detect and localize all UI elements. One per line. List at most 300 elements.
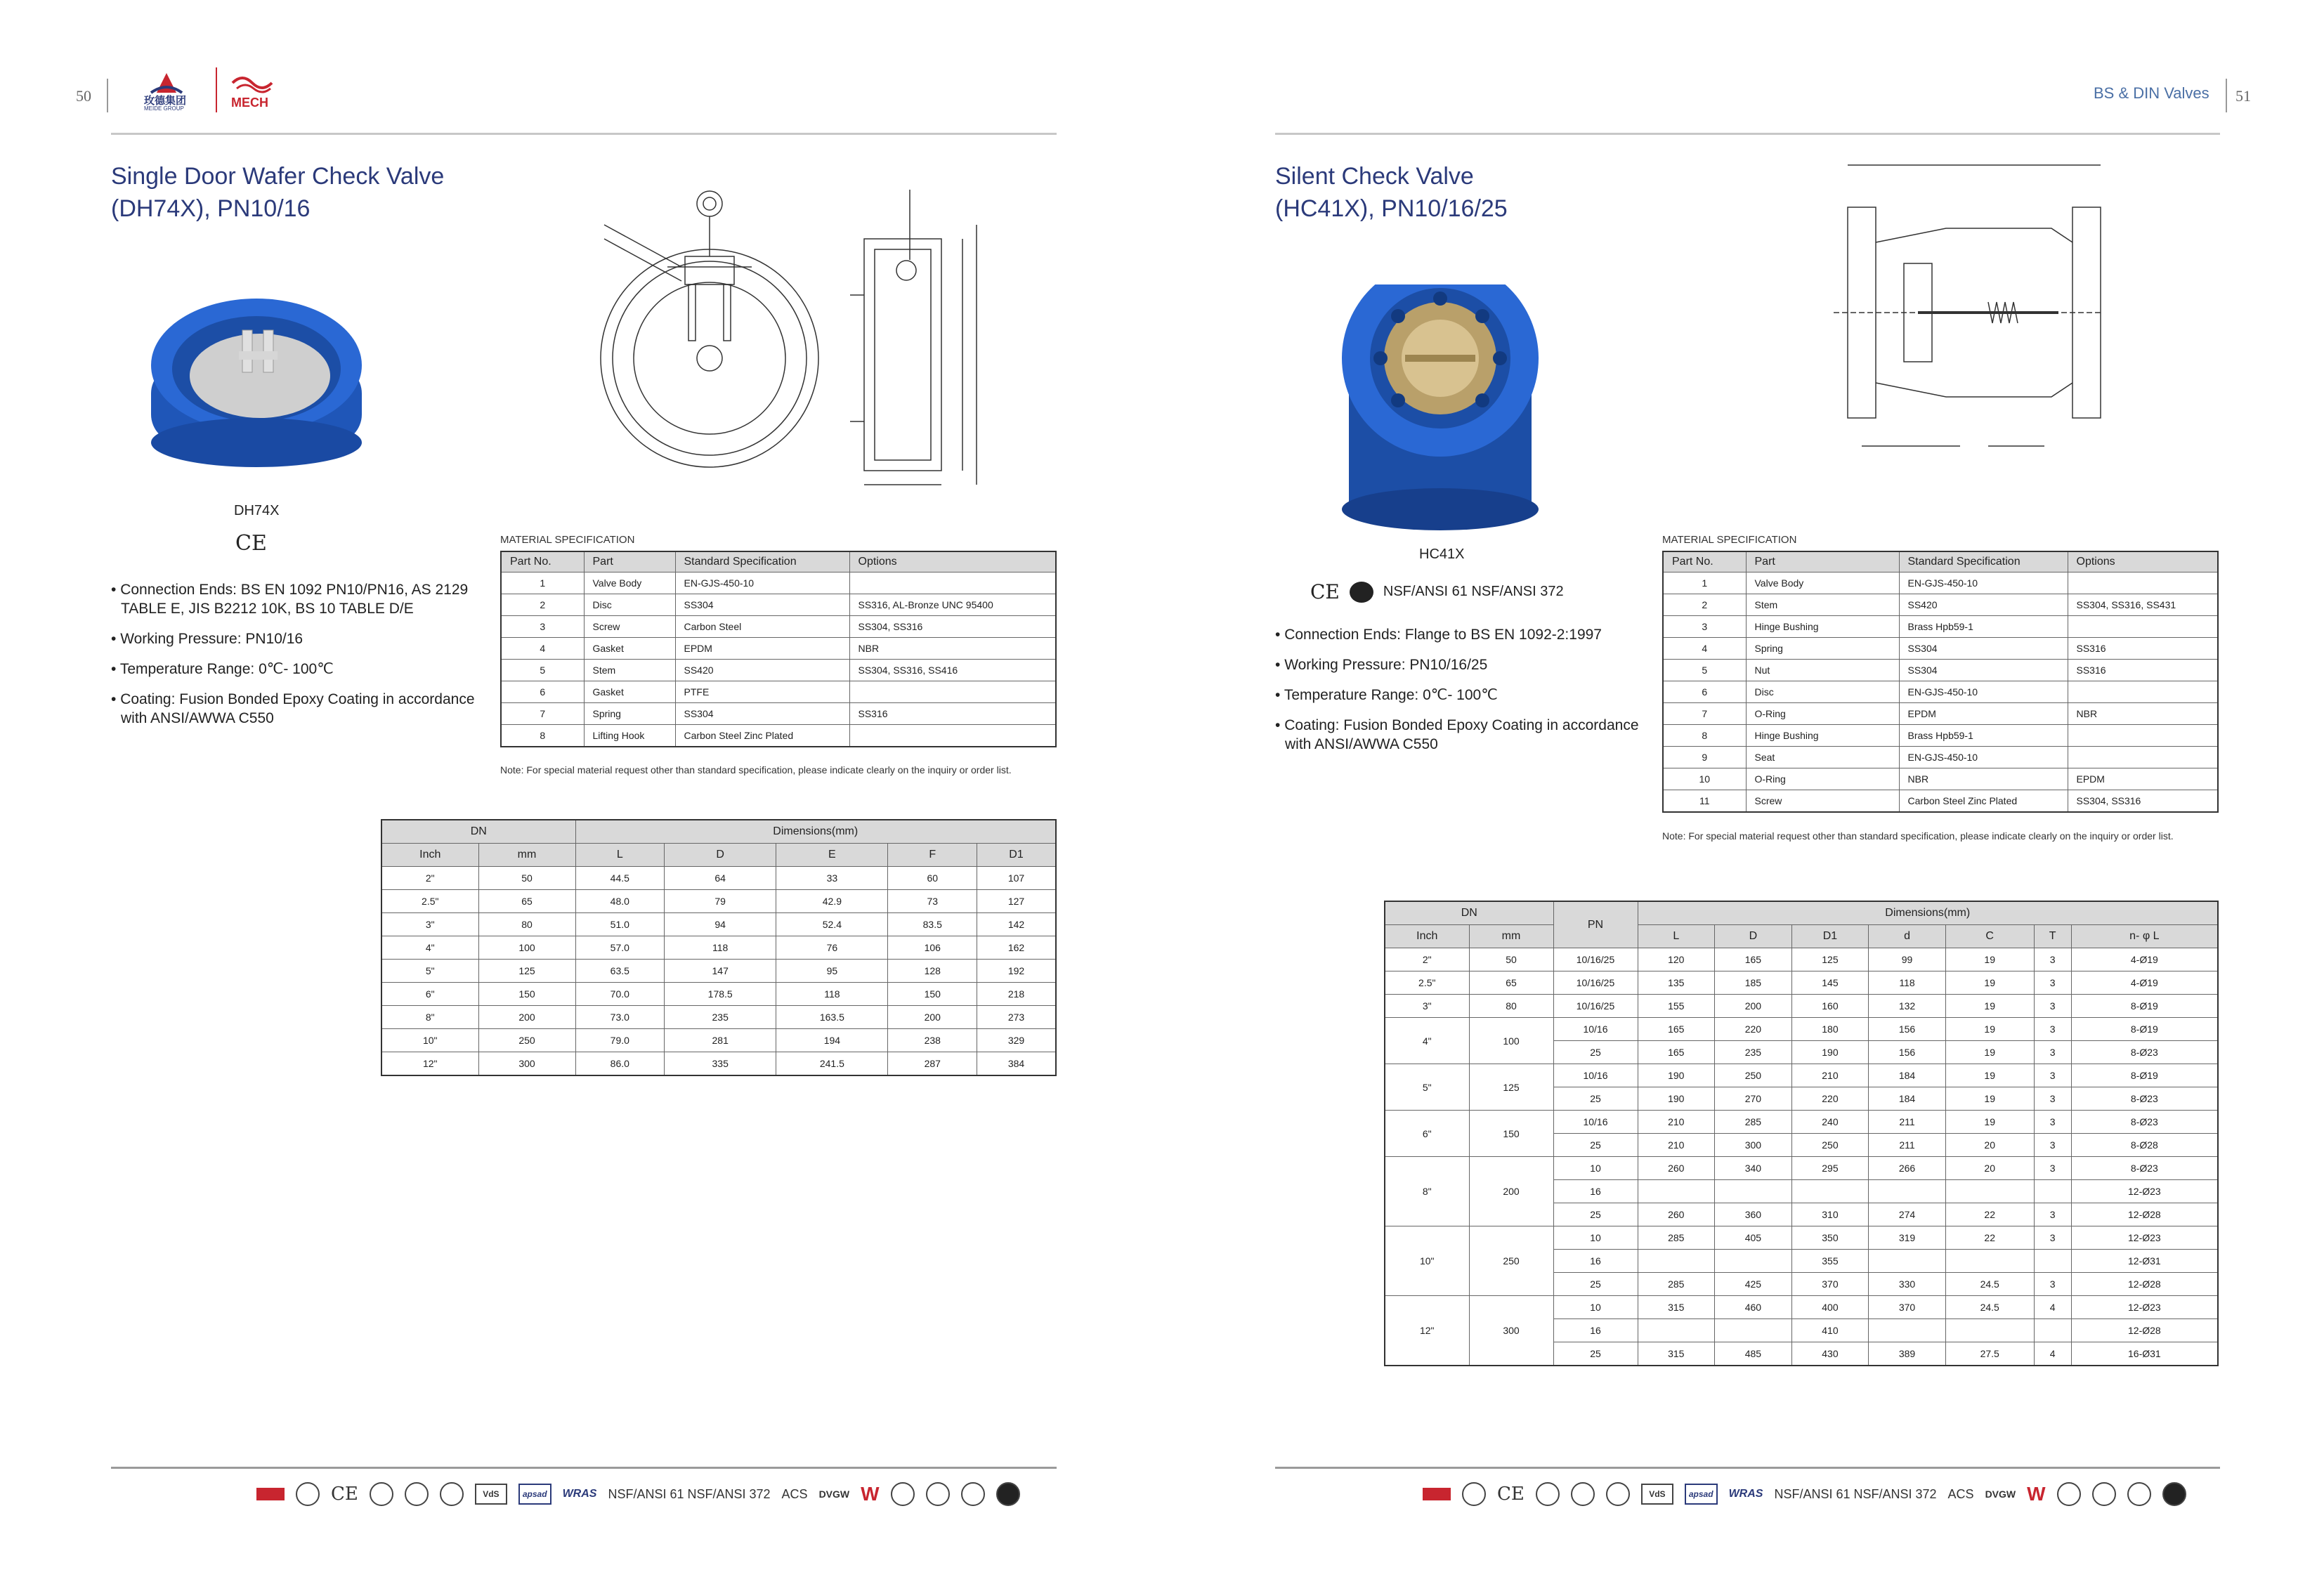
cell: 184 (1869, 1087, 1946, 1111)
cell: 52.4 (776, 913, 888, 936)
col-t: T (2034, 925, 2071, 948)
cell (1638, 1180, 1715, 1203)
table-row (1663, 768, 2218, 790)
cell: 12-Ø23 (2071, 1296, 2218, 1319)
cell (1869, 1250, 1946, 1273)
cell: 42.9 (776, 890, 888, 913)
right-page-number: 51 (2235, 87, 2251, 105)
table-row (381, 1052, 1056, 1076)
cell: 200 (478, 1006, 575, 1029)
table-row (381, 867, 1056, 890)
page-number-divider-right (2226, 79, 2227, 112)
page-number-divider (107, 79, 108, 112)
cell: 330 (1869, 1273, 1946, 1296)
cell (1945, 1180, 2034, 1203)
cell: 3 (2034, 971, 2071, 995)
cell: 19 (1945, 1041, 2034, 1064)
col-inch: Inch (381, 844, 478, 867)
cell: 60 (888, 867, 977, 890)
cell: 100 (1469, 1018, 1553, 1064)
cell: 11 (1663, 790, 1746, 813)
cell: EPDM (2068, 768, 2218, 790)
cell: 156 (1869, 1018, 1946, 1041)
cell: NBR (849, 638, 1056, 660)
cell: 10 (1553, 1157, 1638, 1180)
cell: 5 (1663, 660, 1746, 681)
cell: 16-Ø31 (2071, 1342, 2218, 1366)
cell: 3 (501, 616, 584, 638)
table-row (1663, 747, 2218, 768)
table-row (1385, 1111, 2218, 1134)
col-l: L (1638, 925, 1715, 948)
right-material-caption: MATERIAL SPECIFICATION (1662, 534, 1797, 546)
cell: 192 (977, 960, 1056, 983)
cell (2034, 1250, 2071, 1273)
cell (849, 725, 1056, 747)
cell: SS420 (675, 660, 849, 681)
cell (1945, 1250, 2034, 1273)
right-cert-row (1310, 580, 1564, 603)
left-material-table (500, 551, 1057, 747)
right-ce-mark: CE (1310, 580, 1340, 603)
cell: 107 (977, 867, 1056, 890)
cell: 295 (1791, 1157, 1869, 1180)
cell: 160 (1791, 995, 1869, 1018)
feature-connection-ends: • Connection Ends: Flange to BS EN 1092-2:1997 (1275, 625, 1640, 644)
cell: EN-GJS-450-10 (1899, 572, 2068, 594)
cell: 19 (1945, 1111, 2034, 1134)
cell: 3 (2034, 1087, 2071, 1111)
cell: 384 (977, 1052, 1056, 1076)
table-row (1385, 1296, 2218, 1319)
cell: 79.0 (575, 1029, 665, 1052)
cell: 16 (1553, 1250, 1638, 1273)
cell: O-Ring (1746, 768, 1899, 790)
cell: 4 (1663, 638, 1746, 660)
cell: 19 (1945, 1018, 2034, 1041)
right-certification-strip (1423, 1482, 2186, 1506)
cell: 12-Ø28 (2071, 1273, 2218, 1296)
cell: Stem (1746, 594, 1899, 616)
cell: 210 (1638, 1134, 1715, 1157)
cell: 73 (888, 890, 977, 913)
table-row (1385, 1157, 2218, 1180)
cell: 285 (1638, 1226, 1715, 1250)
cell: Spring (584, 703, 675, 725)
cell: 4" (381, 936, 478, 960)
cell (1869, 1319, 1946, 1342)
left-page-number: 50 (76, 87, 91, 105)
cell: Valve Body (584, 572, 675, 594)
cell: 2.5" (381, 890, 478, 913)
cell: 329 (977, 1029, 1056, 1052)
table-row (501, 616, 1056, 638)
cell: 135 (1638, 971, 1715, 995)
cell: 218 (977, 983, 1056, 1006)
kc-icon (2092, 1482, 2116, 1506)
cell: 180 (1791, 1018, 1869, 1041)
cell (1715, 1319, 1792, 1342)
col-d1: D1 (977, 844, 1056, 867)
table-row (381, 936, 1056, 960)
acs-text: ACS (1947, 1486, 1974, 1501)
cell: 273 (977, 1006, 1056, 1029)
cell: 80 (1469, 995, 1553, 1018)
table-row (1385, 1018, 2218, 1041)
cell: SS304, SS316 (2068, 790, 2218, 813)
cell: 6" (381, 983, 478, 1006)
cell (1638, 1250, 1715, 1273)
table-row (381, 960, 1056, 983)
wras-logo: WRAS (1728, 1488, 1763, 1500)
cell: 3 (2034, 1203, 2071, 1226)
pct-icon (996, 1482, 1020, 1506)
table-row (501, 594, 1056, 616)
cell: 190 (1791, 1041, 1869, 1064)
cell: 6" (1385, 1111, 1469, 1157)
cell: 25 (1553, 1203, 1638, 1226)
cell: 12-Ø28 (2071, 1203, 2218, 1226)
cell: 155 (1638, 995, 1715, 1018)
cell: Gasket (584, 638, 675, 660)
cell: 165 (1715, 948, 1792, 971)
pn-header: PN (1553, 901, 1638, 948)
cell: 44.5 (575, 867, 665, 890)
table-row (1663, 594, 2218, 616)
cell: 16 (1553, 1319, 1638, 1342)
cell: 12" (381, 1052, 478, 1076)
cell: 315 (1638, 1342, 1715, 1366)
w-mark-logo: W (2027, 1483, 2046, 1505)
cell: 300 (1469, 1296, 1553, 1366)
cell: 150 (478, 983, 575, 1006)
cell: 430 (1791, 1342, 1869, 1366)
red-tag-icon (1423, 1488, 1451, 1500)
right-material-table (1662, 551, 2219, 813)
dimensions-group-header: Dimensions(mm) (1638, 901, 2218, 925)
cell: 12-Ø28 (2071, 1319, 2218, 1342)
cell: 8 (501, 725, 584, 747)
cell: 235 (1715, 1041, 1792, 1064)
cell: SS316 (2068, 660, 2218, 681)
meide-logo (144, 67, 285, 112)
logo-company-cn: 玫德集团 (144, 95, 187, 107)
cell: 163.5 (776, 1006, 888, 1029)
table-row (501, 681, 1056, 703)
kc-icon (926, 1482, 950, 1506)
cell: 25 (1553, 1273, 1638, 1296)
table-row (1663, 790, 2218, 813)
w-mark-logo: W (861, 1483, 880, 1505)
col-n-phi-l: n- φ L (2071, 925, 2218, 948)
cell: NBR (1899, 768, 2068, 790)
cell: 8-Ø23 (2071, 1111, 2218, 1134)
cell: 6 (501, 681, 584, 703)
table-row (381, 890, 1056, 913)
cell (2068, 747, 2218, 768)
cell: Brass Hpb59-1 (1899, 725, 2068, 747)
cell (2034, 1319, 2071, 1342)
cell: 24.5 (1945, 1296, 2034, 1319)
ul-listed-icon (1571, 1482, 1595, 1506)
cell: O-Ring (1746, 703, 1899, 725)
cell: 8" (381, 1006, 478, 1029)
cell: 8-Ø23 (2071, 1157, 2218, 1180)
cell: 2" (381, 867, 478, 890)
cell: 118 (776, 983, 888, 1006)
cell: 79 (665, 890, 776, 913)
right-note: Note: For special material request other than standard specification, please indicate clearly on the inquiry or order list. (1662, 830, 2174, 842)
acs-text: ACS (781, 1486, 808, 1501)
hc41x-product-image (1328, 284, 1553, 530)
right-title-line1: Silent Check Valve (1275, 163, 1474, 190)
cell: Carbon Steel Zinc Plated (675, 725, 849, 747)
cell: Carbon Steel Zinc Plated (1899, 790, 2068, 813)
cell: 25 (1553, 1041, 1638, 1064)
left-note: Note: For special material request other than standard specification, please indicate clearly on the inquiry or order list. (500, 764, 1012, 776)
table-row (381, 913, 1056, 936)
cell: 70.0 (575, 983, 665, 1006)
apsad-logo: apsad (518, 1484, 551, 1505)
cell (849, 681, 1056, 703)
cell: 22 (1945, 1203, 2034, 1226)
col-l: L (575, 844, 665, 867)
right-bottom-rule (1275, 1467, 2220, 1469)
cell: 400 (1791, 1296, 1869, 1319)
hc41x-label: HC41X (1419, 547, 1465, 562)
cell: 20 (1945, 1134, 2034, 1157)
cell: Disc (1746, 681, 1899, 703)
col-part: Part (584, 551, 675, 572)
cell: 12" (1385, 1296, 1469, 1366)
cell: 260 (1638, 1203, 1715, 1226)
right-title-line2: (HC41X), PN10/16/25 (1275, 195, 1508, 222)
cell: 335 (665, 1052, 776, 1076)
logo-company-en: MEIDE GROUP (144, 105, 184, 112)
cell: 1 (501, 572, 584, 594)
cell: 10/16/25 (1553, 971, 1638, 995)
cell: 250 (478, 1029, 575, 1052)
right-dims-body (1385, 948, 2218, 1366)
cell: SS304 (675, 594, 849, 616)
cell: 8-Ø23 (2071, 1087, 2218, 1111)
cell: 8-Ø23 (2071, 1041, 2218, 1064)
fm-approved-icon (1606, 1482, 1630, 1506)
s-cert-icon (370, 1482, 393, 1506)
cell: SS316 (2068, 638, 2218, 660)
col-small-d: d (1869, 925, 1946, 948)
cell: 281 (665, 1029, 776, 1052)
cell: Carbon Steel (675, 616, 849, 638)
cell: SS304, SS316 (849, 616, 1056, 638)
cell: 250 (1715, 1064, 1792, 1087)
cell: Disc (584, 594, 675, 616)
s-cert-icon (1536, 1482, 1560, 1506)
cell: 260 (1638, 1157, 1715, 1180)
cell (2034, 1180, 2071, 1203)
cell: 210 (1791, 1064, 1869, 1087)
cell: 16 (1553, 1180, 1638, 1203)
cell: 10" (1385, 1226, 1469, 1296)
cell: Spring (1746, 638, 1899, 660)
circle-cert-icon (1462, 1482, 1486, 1506)
cell: 220 (1715, 1018, 1792, 1041)
cell: SS304, SS316, SS416 (849, 660, 1056, 681)
cell: 4 (2034, 1342, 2071, 1366)
table-row (381, 983, 1056, 1006)
cell: 3 (2034, 1018, 2071, 1041)
cell: 10/16 (1553, 1111, 1638, 1134)
cell: 370 (1791, 1273, 1869, 1296)
cell: 162 (977, 936, 1056, 960)
cell: 184 (1869, 1064, 1946, 1087)
cell: 211 (1869, 1111, 1946, 1134)
table-row (1663, 681, 2218, 703)
cell: 235 (665, 1006, 776, 1029)
cell: 50 (1469, 948, 1553, 971)
col-part-no: Part No. (1663, 551, 1746, 572)
cell: 73.0 (575, 1006, 665, 1029)
cell: 4-Ø19 (2071, 948, 2218, 971)
section-label: BS & DIN Valves (2094, 84, 2209, 102)
cell: 7 (501, 703, 584, 725)
cell: 10/16 (1553, 1018, 1638, 1041)
cell: 10/16/25 (1553, 995, 1638, 1018)
feature-temperature-range: • Temperature Range: 0℃- 100℃ (111, 660, 490, 679)
cell: 25 (1553, 1087, 1638, 1111)
cell: 190 (1638, 1064, 1715, 1087)
table-row (501, 638, 1056, 660)
table-row (1663, 616, 2218, 638)
col-options: Options (2068, 551, 2218, 572)
pct-mark-icon (1350, 582, 1373, 603)
cell (2068, 681, 2218, 703)
cell: 285 (1715, 1111, 1792, 1134)
cell: 19 (1945, 995, 2034, 1018)
cell: EN-GJS-450-10 (1899, 747, 2068, 768)
col-mm: mm (478, 844, 575, 867)
cell: Valve Body (1746, 572, 1899, 594)
cell: 20 (1945, 1157, 2034, 1180)
cell: 300 (478, 1052, 575, 1076)
cell: 10/16 (1553, 1064, 1638, 1087)
cell: 355 (1791, 1250, 1869, 1273)
cell: 125 (1791, 948, 1869, 971)
jis-icon (891, 1482, 915, 1506)
left-ce-mark: CE (235, 531, 267, 556)
cell: Lifting Hook (584, 725, 675, 747)
col-d1: D1 (1791, 925, 1869, 948)
dn-group-header: DN (1385, 901, 1553, 925)
cell: 210 (1638, 1111, 1715, 1134)
cell: 10 (1663, 768, 1746, 790)
cell: 99 (1869, 948, 1946, 971)
cell: 63.5 (575, 960, 665, 983)
cell: 132 (1869, 995, 1946, 1018)
cell: EPDM (1899, 703, 2068, 725)
cell: 350 (1791, 1226, 1869, 1250)
right-title (1275, 160, 1508, 225)
cell: 10 (1553, 1226, 1638, 1250)
table-row (381, 1029, 1056, 1052)
cell: 315 (1638, 1296, 1715, 1319)
cell: 50 (478, 867, 575, 890)
cell (1791, 1180, 1869, 1203)
cell: 4-Ø19 (2071, 971, 2218, 995)
table-row (1663, 572, 2218, 594)
ce-logo: CE (1497, 1484, 1525, 1505)
left-title-line1: Single Door Wafer Check Valve (111, 163, 445, 190)
cell: Gasket (584, 681, 675, 703)
col-part-no: Part No. (501, 551, 584, 572)
cell (2068, 572, 2218, 594)
cell: 194 (776, 1029, 888, 1052)
cell: 4" (1385, 1018, 1469, 1064)
cell: 8-Ø19 (2071, 1064, 2218, 1087)
cell: 83.5 (888, 913, 977, 936)
cell: PTFE (675, 681, 849, 703)
cell: 95 (776, 960, 888, 983)
cell: 10/16/25 (1553, 948, 1638, 971)
hc41x-technical-drawing (1820, 158, 2115, 467)
cell: Brass Hpb59-1 (1899, 616, 2068, 638)
cell (2068, 725, 2218, 747)
cell: 250 (1469, 1226, 1553, 1296)
cell: 10 (1553, 1296, 1638, 1319)
nsf-text: NSF/ANSI 61 NSF/ANSI 372 (1774, 1486, 1937, 1501)
cell: EN-GJS-450-10 (675, 572, 849, 594)
cell: 24.5 (1945, 1273, 2034, 1296)
feature-working-pressure: • Working Pressure: PN10/16 (111, 629, 490, 648)
vds-logo: VdS (475, 1484, 507, 1505)
cell: NBR (2068, 703, 2218, 725)
cell: 150 (888, 983, 977, 1006)
jis-icon (2057, 1482, 2081, 1506)
fm-approved-icon (440, 1482, 464, 1506)
left-feature-list (111, 580, 490, 739)
table-row (501, 660, 1056, 681)
table-row (1385, 948, 2218, 971)
cell: 8-Ø19 (2071, 995, 2218, 1018)
left-bottom-rule (111, 1467, 1057, 1469)
cell (1715, 1250, 1792, 1273)
round-cert-icon (961, 1482, 985, 1506)
cell: 48.0 (575, 890, 665, 913)
cell: 178.5 (665, 983, 776, 1006)
vds-logo: VdS (1641, 1484, 1673, 1505)
right-nsf-text: NSF/ANSI 61 NSF/ANSI 372 (1383, 584, 1564, 599)
cell: 120 (1638, 948, 1715, 971)
cell: 2" (1385, 948, 1469, 971)
cell: 285 (1638, 1273, 1715, 1296)
cell: 12-Ø23 (2071, 1180, 2218, 1203)
cell: 19 (1945, 1064, 2034, 1087)
cell: 156 (1869, 1041, 1946, 1064)
cell: Nut (1746, 660, 1899, 681)
table-row (1663, 725, 2218, 747)
cell: 5 (501, 660, 584, 681)
cell: 360 (1715, 1203, 1792, 1226)
cell (2068, 616, 2218, 638)
cell: 3 (2034, 1111, 2071, 1134)
cell: 25 (1553, 1134, 1638, 1157)
cell: 270 (1715, 1087, 1792, 1111)
cell: 220 (1791, 1087, 1869, 1111)
cell: 76 (776, 936, 888, 960)
cell: 3" (381, 913, 478, 936)
cell: 3 (2034, 1157, 2071, 1180)
left-title-line2: (DH74X), PN10/16 (111, 195, 311, 222)
